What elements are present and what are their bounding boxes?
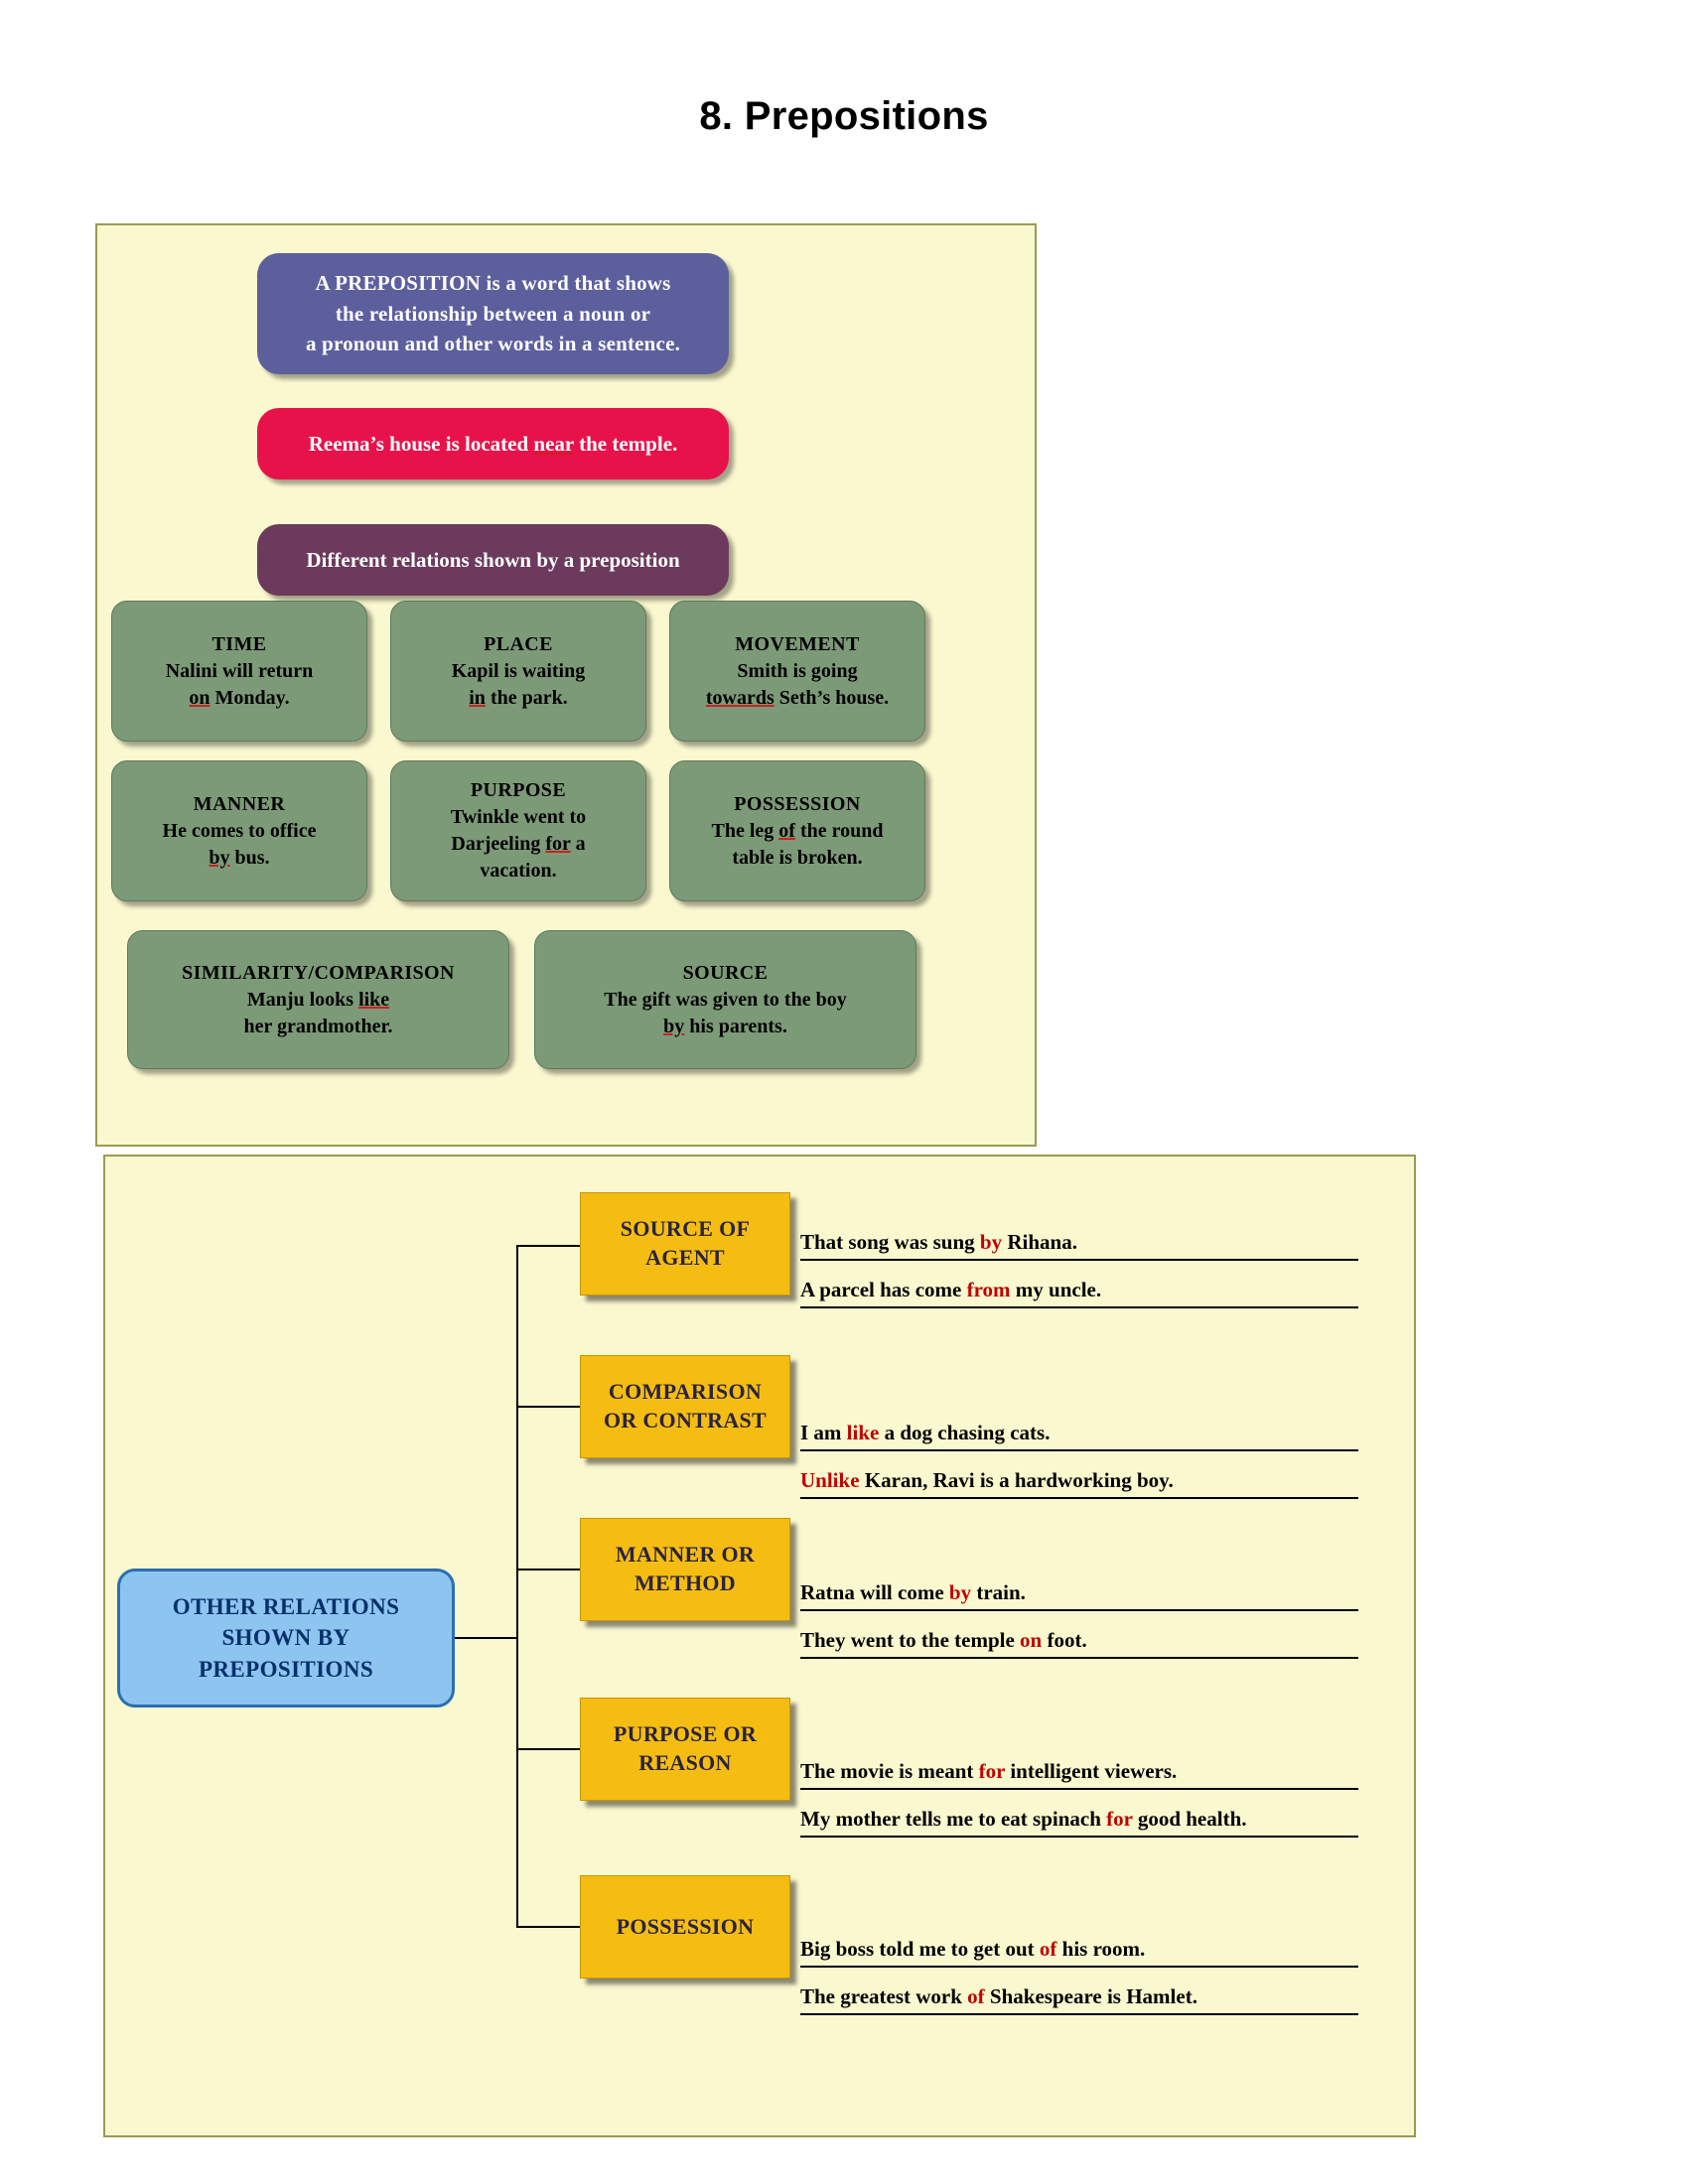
relation-card-title: PURPOSE (470, 779, 567, 801)
category-node-source-of-agent[interactable] (580, 1192, 790, 1296)
relation-card-manner (111, 760, 367, 901)
relation-card-line3: vacation. (480, 860, 557, 882)
relation-preposition: on (189, 686, 211, 709)
sentence-before: They went to the temple (800, 1628, 1021, 1652)
relation-card-line1: Kapil is waiting (451, 659, 586, 682)
category-label-line-2: OR CONTRAST (603, 1408, 768, 1433)
category-label-line-1: COMPARISON (608, 1379, 763, 1405)
sentence-after: train. (971, 1580, 1026, 1604)
relation-card-line2 (209, 845, 269, 872)
relation-card-line2 (469, 685, 567, 712)
category-label-line-1: SOURCE OF (620, 1216, 751, 1242)
sentence-preposition: of (967, 1984, 985, 2008)
relation-card-line2 (189, 685, 289, 712)
sentence-after: a dog chasing cats. (879, 1421, 1051, 1444)
relation-line2-after: Monday. (210, 686, 290, 709)
example-after: the temple. (573, 431, 678, 456)
relation-card-source (534, 930, 916, 1069)
sentence-preposition: for (978, 1759, 1006, 1783)
example-sentence (800, 1230, 1358, 1261)
sentence-preposition: from (966, 1278, 1011, 1301)
relation-preposition: for (545, 833, 571, 855)
root-node-line-3: PREPOSITIONS (198, 1656, 374, 1682)
category-label-line-2: REASON (638, 1750, 732, 1775)
relation-card-line2: her grandmother. (243, 1015, 393, 1037)
example-sentence (800, 1628, 1358, 1659)
preposition-overview-panel (95, 223, 1037, 1147)
relation-card-line1: He comes to office (162, 819, 317, 842)
sentence-after: Rihana. (1002, 1230, 1077, 1254)
relation-card-line1: Nalini will return (165, 659, 314, 682)
relation-preposition: like (358, 988, 390, 1011)
relation-preposition: towards (705, 686, 774, 709)
relation-line2-after: his parents. (684, 1015, 787, 1037)
sentence-preposition: of (1039, 1937, 1057, 1961)
relation-card-title: SOURCE (682, 961, 769, 984)
sentence-after: Karan, Ravi is a hardworking boy. (859, 1468, 1174, 1492)
definition-line-3: a pronoun and other words in a sentence. (305, 332, 681, 356)
relation-preposition: of (778, 819, 795, 842)
sentence-preposition: for (1106, 1807, 1133, 1831)
relation-line2-after: bus. (229, 846, 270, 869)
relation-card-title: TIME (211, 632, 267, 655)
sentence-before: A parcel has come (800, 1278, 967, 1301)
relations-header-label: Different relations shown by a preposition (306, 547, 680, 572)
sentence-after: Shakespeare is Hamlet. (984, 1984, 1197, 2008)
sentence-preposition: Unlike (800, 1468, 860, 1492)
sentence-after: my uncle. (1010, 1278, 1102, 1301)
relation-card-line1: The gift was given to the boy (604, 988, 847, 1011)
relation-card-line2 (451, 831, 585, 858)
category-node-manner-or-method[interactable] (580, 1518, 790, 1621)
definition-line-1: A PREPOSITION is a word that shows (315, 271, 671, 296)
relation-card-line1 (712, 818, 884, 845)
relation-card-place (390, 601, 646, 742)
sentence-after: intelligent viewers. (1005, 1759, 1178, 1783)
example-sentence (800, 1937, 1358, 1968)
category-node-purpose-or-reason[interactable] (580, 1698, 790, 1801)
relation-card-title: SIMILARITY/COMPARISON (182, 961, 455, 984)
category-label-line-2: AGENT (645, 1245, 725, 1270)
sentence-preposition: on (1020, 1628, 1043, 1652)
sentence-before: The movie is meant (800, 1759, 979, 1783)
root-node-other-relations (117, 1569, 455, 1707)
relation-card-time (111, 601, 367, 742)
relation-card-movement (669, 601, 925, 742)
sentence-preposition: by (948, 1580, 972, 1604)
relation-preposition: by (663, 1015, 685, 1037)
relation-card-line1: Smith is going (737, 659, 858, 682)
relation-line1-after: the round (794, 819, 884, 842)
other-relations-panel (103, 1155, 1416, 2137)
relation-card-title: POSSESSION (734, 792, 861, 815)
relation-card-title: PLACE (484, 632, 553, 655)
category-node-possession[interactable] (580, 1875, 790, 1979)
relation-preposition: by (209, 846, 230, 869)
sentence-after: his room. (1056, 1937, 1146, 1961)
sentence-preposition: by (979, 1230, 1003, 1254)
category-label-line-1: POSSESSION (616, 1913, 755, 1939)
relation-preposition: in (469, 686, 486, 709)
sentence-before: That song was sung (800, 1230, 980, 1254)
sentence-before: Ratna will come (800, 1580, 949, 1604)
example-sentence (800, 1468, 1358, 1499)
example-sentence (800, 1759, 1358, 1790)
relation-card-line2: table is broken. (732, 846, 863, 869)
example-before: Reema’s house is located (308, 431, 534, 456)
page-title: 8. Prepositions (699, 94, 989, 138)
sentence-preposition: like (846, 1421, 880, 1444)
relation-line2-before: Darjeeling (451, 833, 546, 855)
relation-card-title: MANNER (193, 792, 286, 815)
relation-card-line2 (663, 1014, 787, 1040)
sentence-before: Big boss told me to get out (800, 1937, 1040, 1961)
root-node-line-2: SHOWN BY (221, 1625, 351, 1651)
relation-card-line2 (706, 685, 889, 712)
relation-line2-after: a (570, 833, 586, 855)
example-preposition: near (533, 431, 574, 456)
relation-line1-before: Manju looks (246, 988, 359, 1011)
sentence-before: I am (800, 1421, 847, 1444)
relation-line2-after: the park. (485, 686, 568, 709)
sentence-after: good health. (1132, 1807, 1247, 1831)
relation-card-title: MOVEMENT (735, 632, 860, 655)
relation-line1-before: The leg (711, 819, 779, 842)
sentence-before: My mother tells me to eat spinach (800, 1807, 1107, 1831)
category-label-line-2: METHOD (633, 1570, 736, 1595)
relation-card-purpose (390, 760, 646, 901)
relation-card-similarity-comparison (127, 930, 509, 1069)
sentence-after: foot. (1042, 1628, 1087, 1652)
relation-card-line1: Twinkle went to (450, 806, 587, 828)
example-sentence-box (257, 408, 729, 479)
example-sentence (800, 1421, 1358, 1451)
example-sentence (800, 1580, 1358, 1611)
relation-card-possession (669, 760, 925, 901)
category-label-line-1: MANNER OR (615, 1542, 756, 1568)
example-sentence (800, 1984, 1358, 2015)
category-label-line-1: PURPOSE OR (613, 1721, 758, 1747)
root-node-line-1: OTHER RELATIONS (172, 1594, 400, 1620)
relations-header-box (257, 524, 729, 596)
relation-line2-after: Seth’s house. (774, 686, 890, 709)
definition-line-2: the relationship between a noun or (335, 301, 651, 326)
sentence-before: The greatest work (800, 1984, 968, 2008)
definition-box (257, 253, 729, 374)
category-node-comparison-or-contrast[interactable] (580, 1355, 790, 1458)
example-sentence (800, 1278, 1358, 1308)
relation-card-line1 (247, 987, 389, 1014)
example-sentence (800, 1807, 1358, 1838)
